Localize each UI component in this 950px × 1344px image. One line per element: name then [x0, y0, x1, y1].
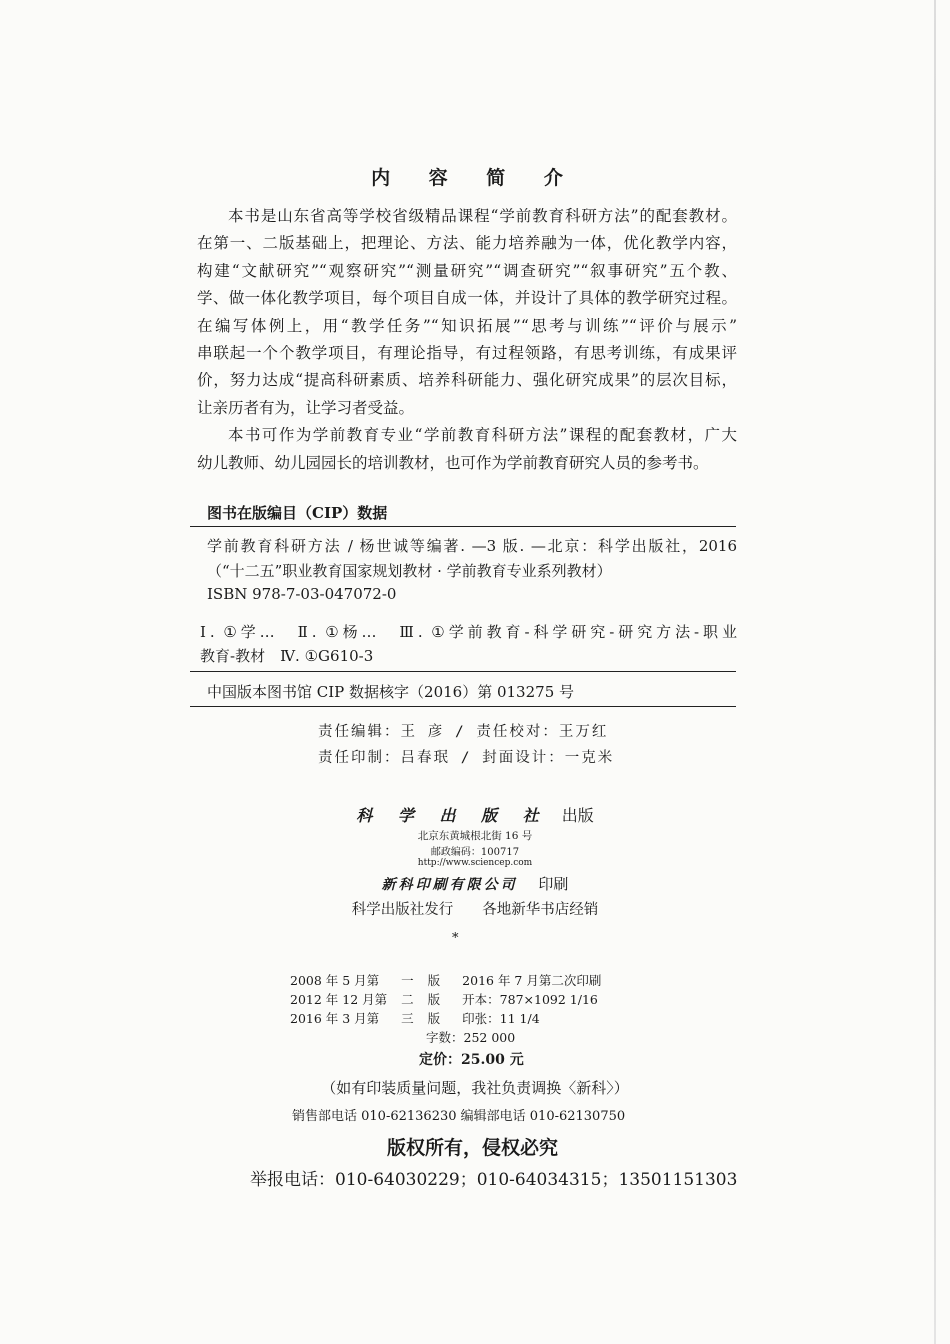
printer-line: [0, 873, 950, 894]
cip-subjects-line2: 教育-教材 Ⅳ. ①G610-3: [200, 647, 374, 665]
edition-info: 印张：11 1/4: [462, 1010, 540, 1026]
staff-line-1: 责任编辑：王 彦 / 责任校对：王万红: [318, 724, 609, 740]
publisher-role: 出版: [561, 806, 594, 825]
price: 定价：25.00 元: [419, 1052, 524, 1068]
distribution-line: 科学出版社发行 各地新华书店经销: [351, 902, 599, 918]
edition-table: [290, 970, 615, 1027]
cip-rule-top: [190, 526, 736, 527]
edition-number: 一: [401, 972, 414, 988]
summary-line: 串联起一个个教学项目，有理论指导，有过程领路，有思考训练，有成果评: [197, 344, 737, 363]
cip-series: （“十二五”职业教育国家规划教材 · 学前教育专业系列教材）: [207, 562, 612, 580]
summary-line: 本书是山东省高等学校省级精品课程“学前教育科研方法”的配套教材。: [228, 207, 737, 225]
phone-numbers: 销售部电话 010-62136230 编辑部电话 010-62130750: [292, 1109, 626, 1124]
edition-unit: 版: [427, 972, 441, 988]
summary-line: 学、做一体化教学项目，每个项目自成一体，并设计了具体的教学研究过程。: [197, 289, 737, 308]
summary-line: 构建“文献研究”“观察研究”“测量研究”“调查研究”“叙事研究”五个教、: [197, 261, 737, 280]
edition-unit: 版: [427, 991, 441, 1007]
cip-subjects-line1: [200, 621, 737, 642]
word-count: 字数：252 000: [426, 1030, 516, 1045]
report-phones: 举报电话：010-64030229；010-64034315；13501151303: [250, 1170, 738, 1190]
cip-library-record: 中国版本图书馆 CIP 数据核字（2016）第 013275 号: [207, 683, 575, 701]
printer-name: 新科印刷有限公司: [381, 877, 518, 893]
summary-line: 在编写体例上，用“教学任务”“知识拓展”“思考与训练”“评价与展示”: [197, 316, 737, 335]
publisher-name: 科 学 出 版 社: [356, 806, 549, 825]
edition-info: 开本：787×1092 1/16: [462, 991, 598, 1007]
table-row: [290, 1008, 615, 1027]
summary-body: [197, 203, 737, 477]
edition-date: 2008 年 5 月第: [290, 972, 380, 988]
cip-isbn: ISBN 978-7-03-047072-0: [207, 585, 397, 603]
summary-title: 内 容 简 介: [371, 167, 579, 189]
publisher-address: 北京东黄城根北街 16 号: [417, 830, 533, 842]
publisher-line: [0, 803, 950, 826]
cip-rule-middle: [190, 671, 736, 672]
table-row: [290, 989, 615, 1008]
cip-rule-bottom: [190, 706, 736, 707]
summary-line: 本书可作为学前教育专业“学前教育科研方法”课程的配套教材，广大: [228, 426, 737, 445]
cip-heading: 图书在版编目（CIP）数据: [207, 504, 388, 522]
edition-number: 二: [401, 991, 414, 1007]
edition-date: 2012 年 12 月第: [290, 991, 388, 1007]
printer-role: 印刷: [538, 875, 569, 893]
summary-line: 幼儿教师、幼儿园园长的培训教材，也可作为学前教育研究人员的参考书。: [197, 453, 709, 472]
publisher-postcode: 邮政编码：100717: [430, 847, 520, 858]
scan-edge: [934, 0, 936, 1344]
edition-unit: 版: [427, 1010, 441, 1026]
table-row: [290, 970, 615, 989]
copyright-notice: 版权所有，侵权必究: [387, 1137, 559, 1159]
cip-subjects-line1-text: Ⅰ. ①学… Ⅱ. ①杨… Ⅲ. ①学前教育-科学研究-研究方法-职业: [200, 623, 737, 641]
summary-line: 在第一、二版基础上，把理论、方法、能力培养融为一体，优化教学内容，: [197, 234, 737, 253]
summary-line: 让亲历者有为，让学习者受益。: [197, 398, 415, 417]
cip-entry-title: [207, 535, 737, 556]
edition-info: 2016 年 7 月第二次印刷: [462, 972, 602, 988]
publisher-url: http://www.sciencep.com: [417, 858, 533, 868]
edition-date: 2016 年 3 月第: [290, 1010, 380, 1026]
summary-line: 价，努力达成“提高科研素质、培养科研能力、强化研究成果”的层次目标，: [197, 371, 737, 390]
edition-number: 三: [401, 1010, 414, 1026]
separator-star: *: [452, 931, 459, 946]
staff-line-2: 责任印制：吕春珉 / 封面设计：一克米: [318, 750, 615, 766]
quality-notice: （如有印装质量问题，我社负责调换〈新科〉）: [321, 1079, 629, 1097]
cip-entry-title-text: 学前教育科研方法 / 杨世诚等编著. —3 版. —北京：科学出版社，2016: [207, 537, 737, 555]
